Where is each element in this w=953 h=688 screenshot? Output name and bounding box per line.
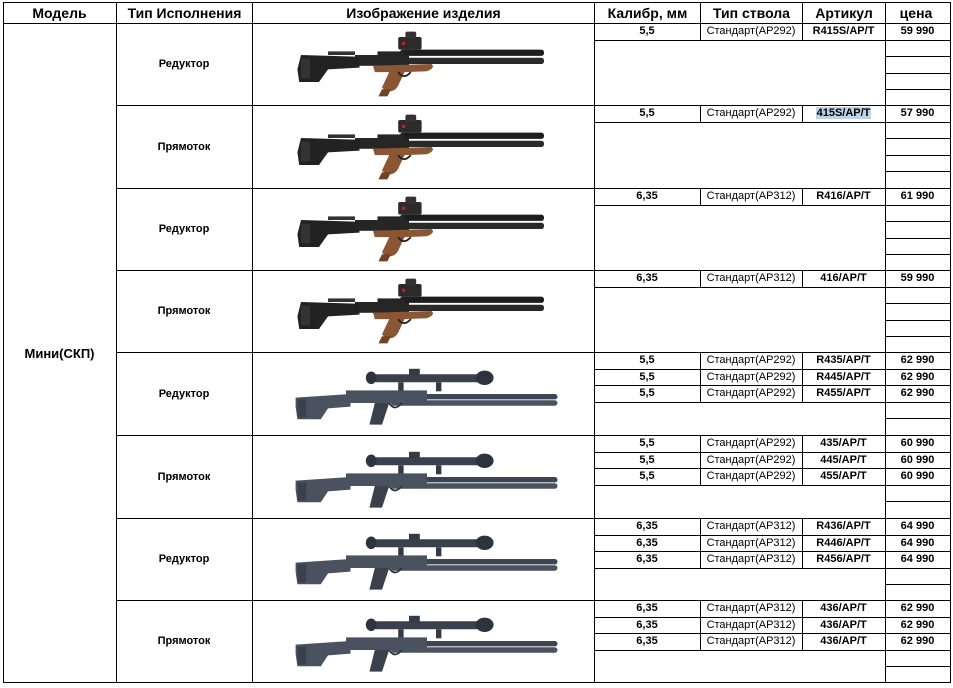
- rifle-scope-image: [277, 605, 577, 677]
- sku-cell: [802, 23, 885, 40]
- caliber-cell: [594, 435, 700, 452]
- price-cell-text: 62 990: [900, 370, 935, 383]
- rifle-wood-image: [277, 275, 577, 347]
- sku-cell-text: 436/AP/T: [820, 618, 867, 631]
- barrel-cell-text: Стандарт(АР292): [706, 437, 796, 450]
- caliber-cell-text: 6,35: [636, 635, 658, 648]
- sku-cell-text: 435/AP/T: [820, 437, 867, 450]
- col-divider: [700, 600, 701, 650]
- group-divider: [116, 352, 950, 353]
- barrel-cell-text: Стандарт(АР312): [706, 190, 796, 203]
- sku-cell: [802, 385, 885, 402]
- caliber-cell: [594, 535, 700, 552]
- caliber-cell-text: 5,5: [639, 453, 655, 466]
- rifle-wood-image: [277, 193, 577, 265]
- sku-cell: [802, 270, 885, 287]
- price-divider: [885, 303, 950, 304]
- barrel-cell: [700, 352, 802, 369]
- barrel-cell: [700, 270, 802, 287]
- sku-cell-text: R455/AP/T: [816, 387, 871, 400]
- caliber-cell-text: 6,35: [636, 520, 658, 533]
- price-cell: [885, 452, 950, 469]
- price-divider: [885, 238, 950, 239]
- price-cell-text: 60 990: [900, 470, 935, 483]
- sku-cell-text: R415S/AP/T: [812, 25, 875, 38]
- col-price: [885, 2, 886, 682]
- sku-cell-text: 436/AP/T: [820, 602, 867, 615]
- caliber-cell: [594, 551, 700, 568]
- col-divider: [700, 23, 701, 40]
- price-cell: [885, 633, 950, 650]
- table-bottom: [3, 682, 951, 683]
- row-divider: [594, 485, 950, 486]
- barrel-cell-text: Стандарт(АР312): [706, 602, 796, 615]
- barrel-cell-text: Стандарт(АР292): [706, 25, 796, 38]
- price-cell: [885, 385, 950, 402]
- caliber-cell: [594, 352, 700, 369]
- price-cell-text: 60 990: [900, 453, 935, 466]
- header-type: Тип Исполнения: [127, 4, 242, 21]
- barrel-cell: [700, 23, 802, 40]
- header-model: Модель: [32, 4, 87, 21]
- execution-type: Редуктор: [158, 58, 210, 70]
- sku-cell-text: R445/AP/T: [816, 370, 871, 383]
- barrel-cell-text: Стандарт(АР312): [706, 635, 796, 648]
- barrel-cell: [700, 369, 802, 386]
- group-divider: [116, 435, 950, 436]
- price-cell: [885, 535, 950, 552]
- sku-cell: [802, 188, 885, 205]
- sku-cell-text: R435/AP/T: [816, 354, 871, 367]
- col-caliber: [594, 2, 595, 682]
- price-divider: [885, 89, 950, 90]
- price-cell: [885, 468, 950, 485]
- barrel-cell-text: Стандарт(АР292): [706, 470, 796, 483]
- caliber-cell: [594, 617, 700, 634]
- caliber-cell: [594, 188, 700, 205]
- barrel-cell: [700, 617, 802, 634]
- price-cell: [885, 352, 950, 369]
- sku-cell: [802, 468, 885, 485]
- price-cell-text: 64 990: [900, 520, 935, 533]
- price-cell-text: 57 990: [900, 107, 935, 120]
- price-cell-text: 64 990: [900, 553, 935, 566]
- col-divider: [700, 518, 701, 568]
- row-divider: [594, 650, 950, 651]
- barrel-cell-text: Стандарт(АР292): [706, 370, 796, 383]
- rifle-scope-image: [277, 441, 577, 513]
- caliber-cell-text: 6,35: [636, 272, 658, 285]
- col-divider: [700, 435, 701, 485]
- execution-type: Прямоток: [157, 635, 211, 647]
- col-type: [116, 2, 117, 682]
- col-sku-head: [802, 2, 803, 23]
- sku-cell: [802, 352, 885, 369]
- row-divider: [594, 122, 950, 123]
- barrel-cell: [700, 518, 802, 535]
- row-divider: [594, 402, 950, 403]
- barrel-cell: [700, 633, 802, 650]
- barrel-cell-text: Стандарт(АР312): [706, 272, 796, 285]
- price-cell: [885, 617, 950, 634]
- barrel-cell: [700, 105, 802, 122]
- row-divider: [594, 40, 950, 41]
- header-image: Изображение изделия: [346, 4, 501, 21]
- col-left: [3, 2, 4, 682]
- sku-cell: [802, 633, 885, 650]
- header-price: цена: [899, 4, 933, 21]
- sku-cell: [802, 369, 885, 386]
- row-divider: [594, 535, 950, 536]
- price-cell-text: 62 990: [900, 635, 935, 648]
- barrel-cell: [700, 188, 802, 205]
- col-image: [252, 2, 253, 682]
- header-bottom: [3, 23, 950, 24]
- sku-cell-text: R456/AP/T: [816, 553, 871, 566]
- execution-type: Прямоток: [157, 305, 211, 317]
- sku-cell-text: 416/AP/T: [820, 272, 867, 285]
- col-barrel-head: [700, 2, 701, 23]
- caliber-cell: [594, 385, 700, 402]
- price-cell: [885, 23, 950, 40]
- barrel-cell: [700, 468, 802, 485]
- price-divider: [885, 336, 950, 337]
- col-divider: [802, 600, 803, 650]
- price-divider: [885, 418, 950, 419]
- sku-cell-text: R416/AP/T: [816, 190, 871, 203]
- price-cell: [885, 600, 950, 617]
- caliber-cell: [594, 518, 700, 535]
- caliber-cell-text: 5,5: [639, 470, 655, 483]
- col-right: [950, 2, 951, 682]
- sku-cell-text: R446/AP/T: [816, 536, 871, 549]
- execution-type: Редуктор: [158, 553, 210, 565]
- barrel-cell-text: Стандарт(АР312): [706, 618, 796, 631]
- barrel-cell: [700, 551, 802, 568]
- caliber-cell-text: 5,5: [639, 25, 655, 38]
- price-cell: [885, 435, 950, 452]
- rifle-wood-image: [277, 28, 577, 100]
- rifle-scope-image: [277, 358, 577, 430]
- row-divider: [594, 633, 950, 634]
- barrel-cell-text: Стандарт(АР312): [706, 553, 796, 566]
- caliber-cell-text: 6,35: [636, 602, 658, 615]
- group-divider: [116, 105, 950, 106]
- caliber-cell: [594, 105, 700, 122]
- sku-cell: [802, 551, 885, 568]
- price-divider: [885, 155, 950, 156]
- rifle-scope-image: [277, 523, 577, 595]
- barrel-cell-text: Стандарт(АР292): [706, 107, 796, 120]
- caliber-cell: [594, 452, 700, 469]
- row-divider: [594, 617, 950, 618]
- execution-type: Прямоток: [157, 470, 211, 483]
- price-cell: [885, 369, 950, 386]
- caliber-cell-text: 6,35: [636, 190, 658, 203]
- sku-cell: [802, 617, 885, 634]
- price-cell-text: 60 990: [900, 437, 935, 450]
- row-divider: [594, 385, 950, 386]
- barrel-cell-text: Стандарт(АР312): [706, 520, 796, 533]
- sku-cell: [802, 105, 885, 122]
- caliber-cell-text: 6,35: [636, 618, 658, 631]
- price-cell-text: 64 990: [900, 536, 935, 549]
- sku-cell: [802, 535, 885, 552]
- col-divider: [802, 518, 803, 568]
- caliber-cell-text: 5,5: [639, 387, 655, 400]
- model-name: Мини(СКП): [24, 345, 95, 361]
- price-cell-text: 59 990: [900, 272, 935, 285]
- barrel-cell: [700, 435, 802, 452]
- price-cell: [885, 105, 950, 122]
- price-cell-text: 62 990: [900, 602, 935, 615]
- col-divider: [802, 105, 803, 122]
- price-divider: [885, 73, 950, 74]
- price-divider: [885, 171, 950, 172]
- col-divider: [700, 105, 701, 122]
- row-divider: [594, 551, 950, 552]
- sku-cell-text: 445/AP/T: [820, 453, 867, 466]
- price-divider: [885, 501, 950, 502]
- header-caliber: Калибр, мм: [607, 4, 688, 21]
- rifle-wood-image: [277, 111, 577, 183]
- barrel-cell-text: Стандарт(АР312): [706, 536, 796, 549]
- price-cell-text: 61 990: [900, 190, 935, 203]
- execution-type: Редуктор: [158, 387, 210, 400]
- caliber-cell: [594, 23, 700, 40]
- table-top: [3, 2, 950, 3]
- price-cell: [885, 518, 950, 535]
- col-divider: [700, 270, 701, 287]
- row-divider: [594, 468, 950, 469]
- group-divider: [116, 600, 950, 601]
- caliber-cell: [594, 468, 700, 485]
- group-divider: [116, 518, 950, 519]
- row-divider: [594, 205, 950, 206]
- col-divider: [802, 188, 803, 205]
- sku-cell: [802, 600, 885, 617]
- price-divider: [885, 138, 950, 139]
- caliber-cell-text: 5,5: [639, 370, 655, 383]
- sku-cell-text: R436/AP/T: [816, 520, 871, 533]
- barrel-cell-text: Стандарт(АР292): [706, 387, 796, 400]
- price-cell-text: 62 990: [900, 387, 935, 400]
- price-divider: [885, 320, 950, 321]
- barrel-cell-text: Стандарт(АР292): [706, 453, 796, 466]
- sku-cell-text: 415S/AP/T: [816, 107, 871, 120]
- barrel-cell-text: Стандарт(АР292): [706, 354, 796, 367]
- execution-type: Прямоток: [157, 140, 211, 153]
- price-divider: [885, 584, 950, 585]
- caliber-cell-text: 6,35: [636, 553, 658, 566]
- row-divider: [594, 369, 950, 370]
- barrel-cell: [700, 385, 802, 402]
- group-divider: [116, 270, 950, 271]
- header-barrel: Тип ствола: [713, 4, 790, 21]
- sku-cell-text: 436/AP/T: [820, 635, 867, 648]
- col-divider: [700, 352, 701, 402]
- sku-cell-text: 455/AP/T: [820, 470, 867, 483]
- sku-cell: [802, 452, 885, 469]
- price-cell-text: 62 990: [900, 354, 935, 367]
- caliber-cell: [594, 600, 700, 617]
- price-cell: [885, 551, 950, 568]
- barrel-cell: [700, 535, 802, 552]
- col-divider: [700, 188, 701, 205]
- caliber-cell-text: 5,5: [639, 437, 655, 450]
- caliber-cell: [594, 270, 700, 287]
- caliber-cell-text: 6,35: [636, 536, 658, 549]
- row-divider: [594, 568, 950, 569]
- price-cell: [885, 188, 950, 205]
- col-divider: [802, 23, 803, 40]
- col-divider: [802, 435, 803, 485]
- row-divider: [594, 287, 950, 288]
- caliber-cell-text: 5,5: [639, 107, 655, 120]
- col-divider: [802, 270, 803, 287]
- price-divider: [885, 666, 950, 667]
- price-divider: [885, 221, 950, 222]
- price-divider: [885, 254, 950, 255]
- price-divider: [885, 56, 950, 57]
- caliber-cell: [594, 633, 700, 650]
- price-cell: [885, 270, 950, 287]
- caliber-cell: [594, 369, 700, 386]
- sku-cell: [802, 518, 885, 535]
- caliber-cell-text: 5,5: [639, 354, 655, 367]
- row-divider: [594, 452, 950, 453]
- col-divider: [802, 352, 803, 402]
- execution-type: Редуктор: [158, 223, 210, 235]
- sku-cell: [802, 435, 885, 452]
- header-sku: Артикул: [815, 4, 873, 21]
- barrel-cell: [700, 600, 802, 617]
- group-divider: [116, 188, 950, 189]
- barrel-cell: [700, 452, 802, 469]
- price-cell-text: 59 990: [900, 25, 935, 38]
- price-cell-text: 62 990: [900, 618, 935, 631]
